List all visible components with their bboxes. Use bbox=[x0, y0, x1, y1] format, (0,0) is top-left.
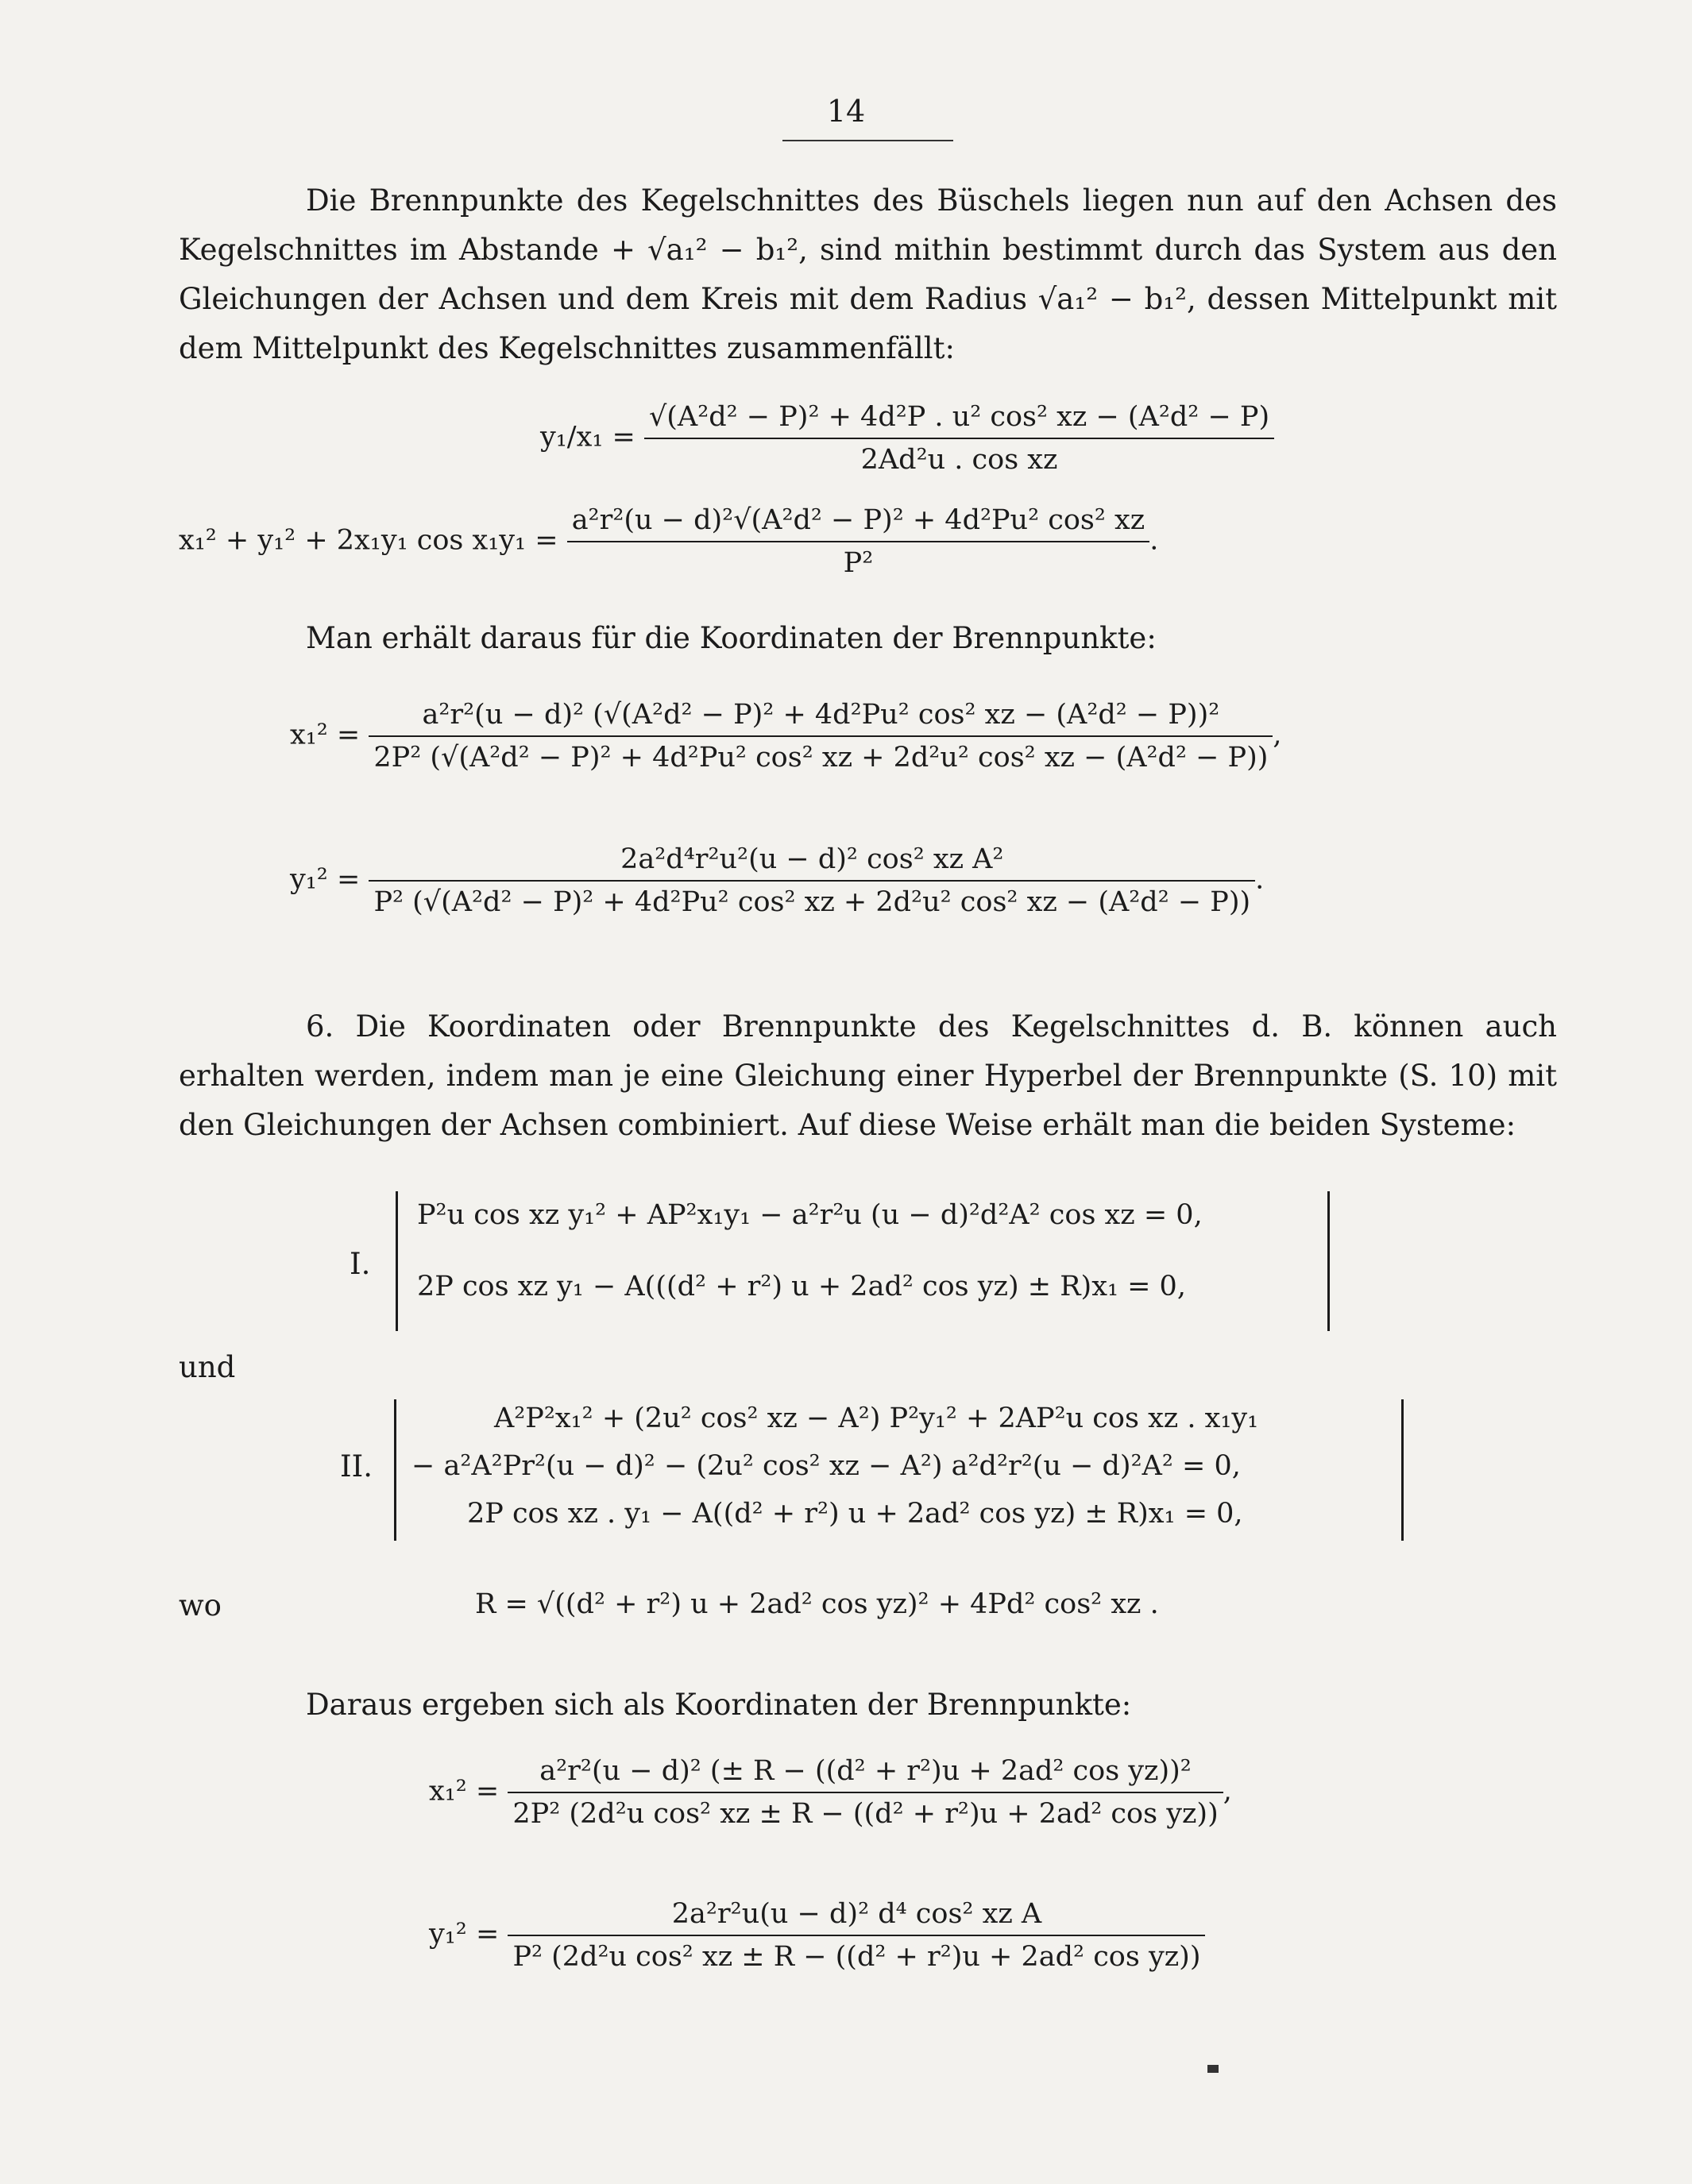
eq5-numerator: a²r²(u − d)² (± R − ((d² + r²)u + 2ad² cos yz))² bbox=[508, 1755, 1223, 1793]
header-rule bbox=[782, 140, 953, 141]
eq5-lhs: x₁² = bbox=[429, 1775, 500, 1808]
equation-y1-squared bbox=[290, 843, 1264, 918]
system-I-label: I. bbox=[350, 1247, 371, 1281]
eq1-lhs: y₁/x₁ = bbox=[540, 421, 635, 453]
system-I-line-2: 2P cos xz y₁ − A(((d² + r²) u + 2ad² cos yz) ± R)x₁ = 0, bbox=[417, 1271, 1186, 1302]
system-I-line-1: P²u cos xz y₁² + AP²x₁y₁ − a²r²u (u − d)²d²A² cos xz = 0, bbox=[417, 1199, 1203, 1231]
eq2-fraction bbox=[567, 504, 1150, 579]
eq3-denominator: 2P² (√(A²d² − P)² + 4d²Pu² cos² xz + 2d²u² cos² xz − (A²d² − P)) bbox=[373, 742, 1269, 774]
print-mark bbox=[1207, 2065, 1219, 2073]
eq3-numerator: a²r²(u − d)² (√(A²d² − P)² + 4d²Pu² cos² xz − (A²d² − P))² bbox=[369, 699, 1273, 737]
eq4-lhs: y₁² = bbox=[290, 863, 361, 896]
system-II-label: II. bbox=[340, 1449, 373, 1484]
paragraph-focal-points: Die Brennpunkte des Kegelschnittes des Büschels liegen nun auf den Achsen des Kegelschnittes im Abstande + √a₁² − b₁², sind mithin bestimmt durch das System aus den Gleichungen der Achsen und dem Kreis mit dem Radius √a₁² − b₁², dessen Mittelpunkt mit dem Mittelpunkt des Kegelschnittes zusammenfällt: bbox=[179, 183, 1557, 365]
eq2-lhs: x₁² + y₁² + 2x₁y₁ cos x₁y₁ = bbox=[179, 524, 558, 557]
paragraph-section-6: 6. Die Koordinaten oder Brennpunkte des Kegelschnittes d. B. können auch erhalten werden, indem man je eine Gleichung einer Hyperbel der Brennpunkte (S. 10) mit den Gleichungen der Achsen combiniert. Auf diese Weise erhält man die beiden Systeme: bbox=[179, 1009, 1557, 1142]
eq4-numerator: 2a²d⁴r²u²(u − d)² cos² xz A² bbox=[369, 843, 1255, 882]
equation-x1-squared-final bbox=[429, 1755, 1232, 1830]
wo-text: wo bbox=[179, 1588, 222, 1623]
eq1-numerator: √(A²d² − P)² + 4d²P . u² cos² xz − (A²d² − P) bbox=[644, 401, 1274, 439]
eq3-lhs: x₁² = bbox=[290, 719, 361, 751]
equation-R: R = √((d² + r²) u + 2ad² cos yz)² + 4Pd² cos² xz . bbox=[475, 1588, 1159, 1620]
eq5-denominator: 2P² (2d²u cos² xz ± R − ((d² + r²)u + 2ad² cos yz)) bbox=[512, 1798, 1219, 1830]
equation-axis-slope bbox=[540, 401, 1274, 476]
equation-y1-squared-final bbox=[429, 1898, 1205, 1973]
eq6-lhs: y₁² = bbox=[429, 1918, 500, 1951]
eq4-denominator: P² (√(A²d² − P)² + 4d²Pu² cos² xz + 2d²u² cos² xz − (A²d² − P)) bbox=[373, 886, 1251, 918]
und-text: und bbox=[179, 1350, 236, 1384]
eq2-tail: . bbox=[1149, 524, 1159, 557]
paragraph-coordinates-intro: Man erhält daraus für die Koordinaten der Brennpunkte: bbox=[306, 621, 1157, 655]
equation-circle bbox=[179, 504, 1158, 579]
eq2-numerator: a²r²(u − d)²√(A²d² − P)² + 4d²Pu² cos² xz bbox=[567, 504, 1150, 542]
page-number: 14 bbox=[826, 94, 866, 129]
eq2-denominator: P² bbox=[843, 547, 874, 579]
system-II-line-1: A²P²x₁² + (2u² cos² xz − A²) P²y₁² + 2AP²u cos xz . x₁y₁ bbox=[494, 1403, 1259, 1434]
eq6-numerator: 2a²r²u(u − d)² d⁴ cos² xz A bbox=[508, 1898, 1205, 1936]
eq6-denominator: P² (2d²u cos² xz ± R − ((d² + r²)u + 2ad² cos yz)) bbox=[512, 1941, 1201, 1973]
equation-x1-squared bbox=[290, 699, 1282, 774]
system-II-line-2: − a²A²Pr²(u − d)² − (2u² cos² xz − A²) a²d²r²(u − d)²A² = 0, bbox=[411, 1450, 1241, 1482]
paragraph-result-intro: Daraus ergeben sich als Koordinaten der Brennpunkte: bbox=[306, 1688, 1132, 1722]
eq3-fraction bbox=[369, 699, 1273, 774]
eq1-fraction bbox=[644, 401, 1274, 476]
eq1-denominator: 2Ad²u . cos xz bbox=[860, 444, 1058, 476]
eq4-tail: . bbox=[1255, 863, 1265, 896]
system-II-line-3: 2P cos xz . y₁ − A((d² + r²) u + 2ad² cos yz) ± R)x₁ = 0, bbox=[467, 1498, 1243, 1530]
eq3-tail: , bbox=[1273, 719, 1282, 751]
eq4-fraction bbox=[369, 843, 1255, 918]
eq6-fraction bbox=[508, 1898, 1205, 1973]
eq5-fraction bbox=[508, 1755, 1223, 1830]
eq5-tail: , bbox=[1223, 1775, 1232, 1808]
